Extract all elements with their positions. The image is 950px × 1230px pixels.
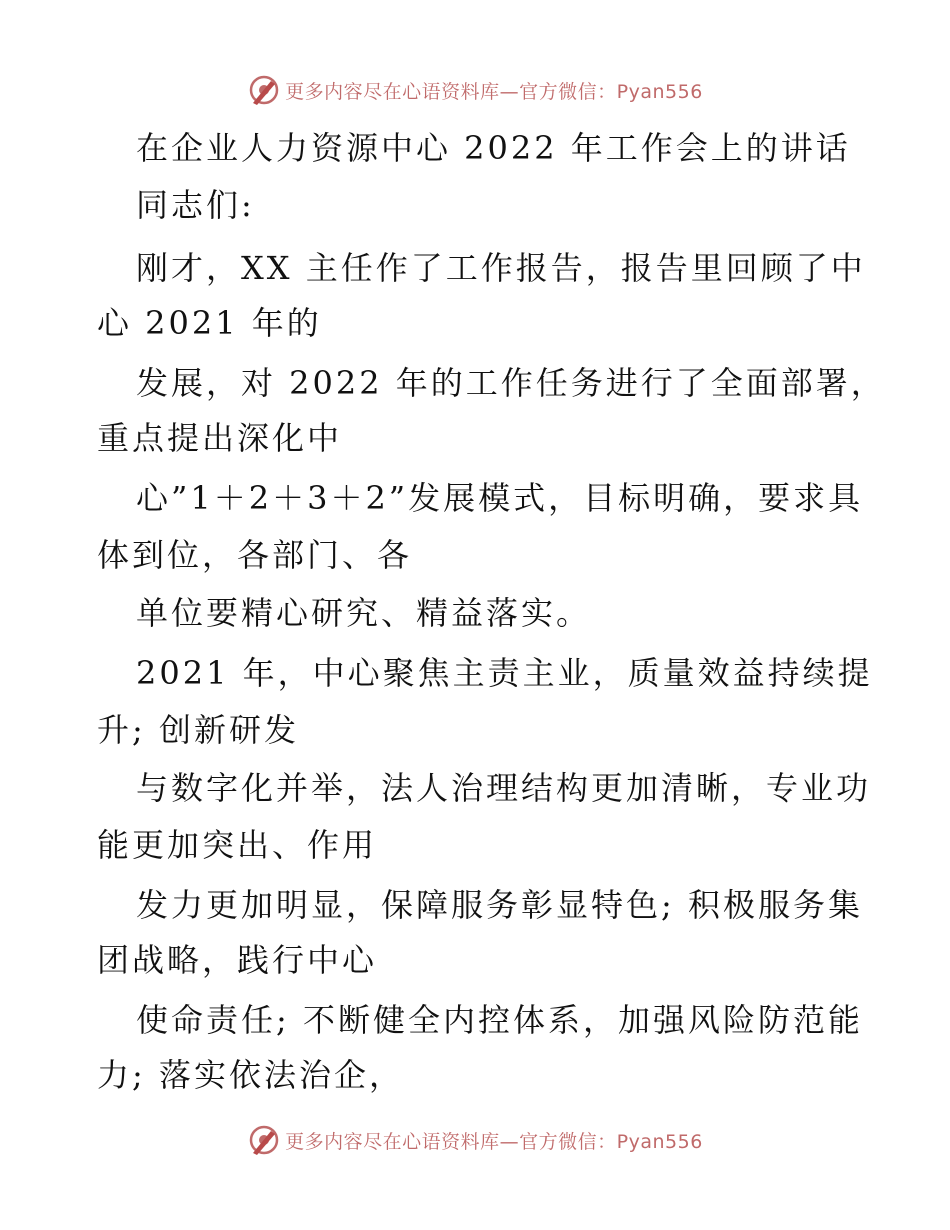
- paragraph-line: 重点提出深化中: [97, 419, 343, 457]
- document-title: 在企业人力资源中心 2022 年工作会上的讲话: [136, 129, 851, 167]
- paragraph-line: 心 2021 年的: [97, 304, 322, 342]
- paragraph-line: 刚才，XX 主任作了工作报告，报告里回顾了中: [136, 249, 866, 287]
- salutation: 同志们:: [136, 186, 255, 224]
- watermark-text: 更多内容尽在心语资料库—官方微信：Pyan556: [285, 80, 703, 103]
- pen-logo-icon: [247, 73, 281, 107]
- paragraph-line: 体到位，各部门、各: [97, 536, 413, 574]
- paragraph-line: 2021 年，中心聚焦主责主业，质量效益持续提: [136, 654, 873, 692]
- watermark-text: 更多内容尽在心语资料库—官方微信：Pyan556: [285, 1130, 703, 1153]
- paragraph-line: 升; 创新研发: [97, 711, 299, 749]
- paragraph-line: 能更加突出、作用: [97, 826, 378, 864]
- paragraph-line: 力; 落实依法治企，: [97, 1056, 404, 1094]
- footer-watermark: [0, 1120, 950, 1160]
- paragraph-line: 发力更加明显，保障服务彰显特色; 积极服务集: [136, 886, 863, 924]
- paragraph-line: 发展，对 2022 年的工作任务进行了全面部署，: [136, 364, 886, 402]
- paragraph-line: 使命责任; 不断健全内控体系，加强风险防范能: [136, 1001, 863, 1039]
- header-watermark: [0, 70, 950, 110]
- paragraph-line: 团战略，践行中心: [97, 941, 378, 979]
- paragraph-line: 与数字化并举，法人治理结构更加清晰，专业功: [136, 769, 872, 807]
- paragraph-line: 心”1＋2＋3＋2”发展模式，目标明确，要求具: [136, 479, 864, 517]
- pen-logo-icon: [247, 1123, 281, 1157]
- paragraph-line: 单位要精心研究、精益落实。: [136, 594, 592, 632]
